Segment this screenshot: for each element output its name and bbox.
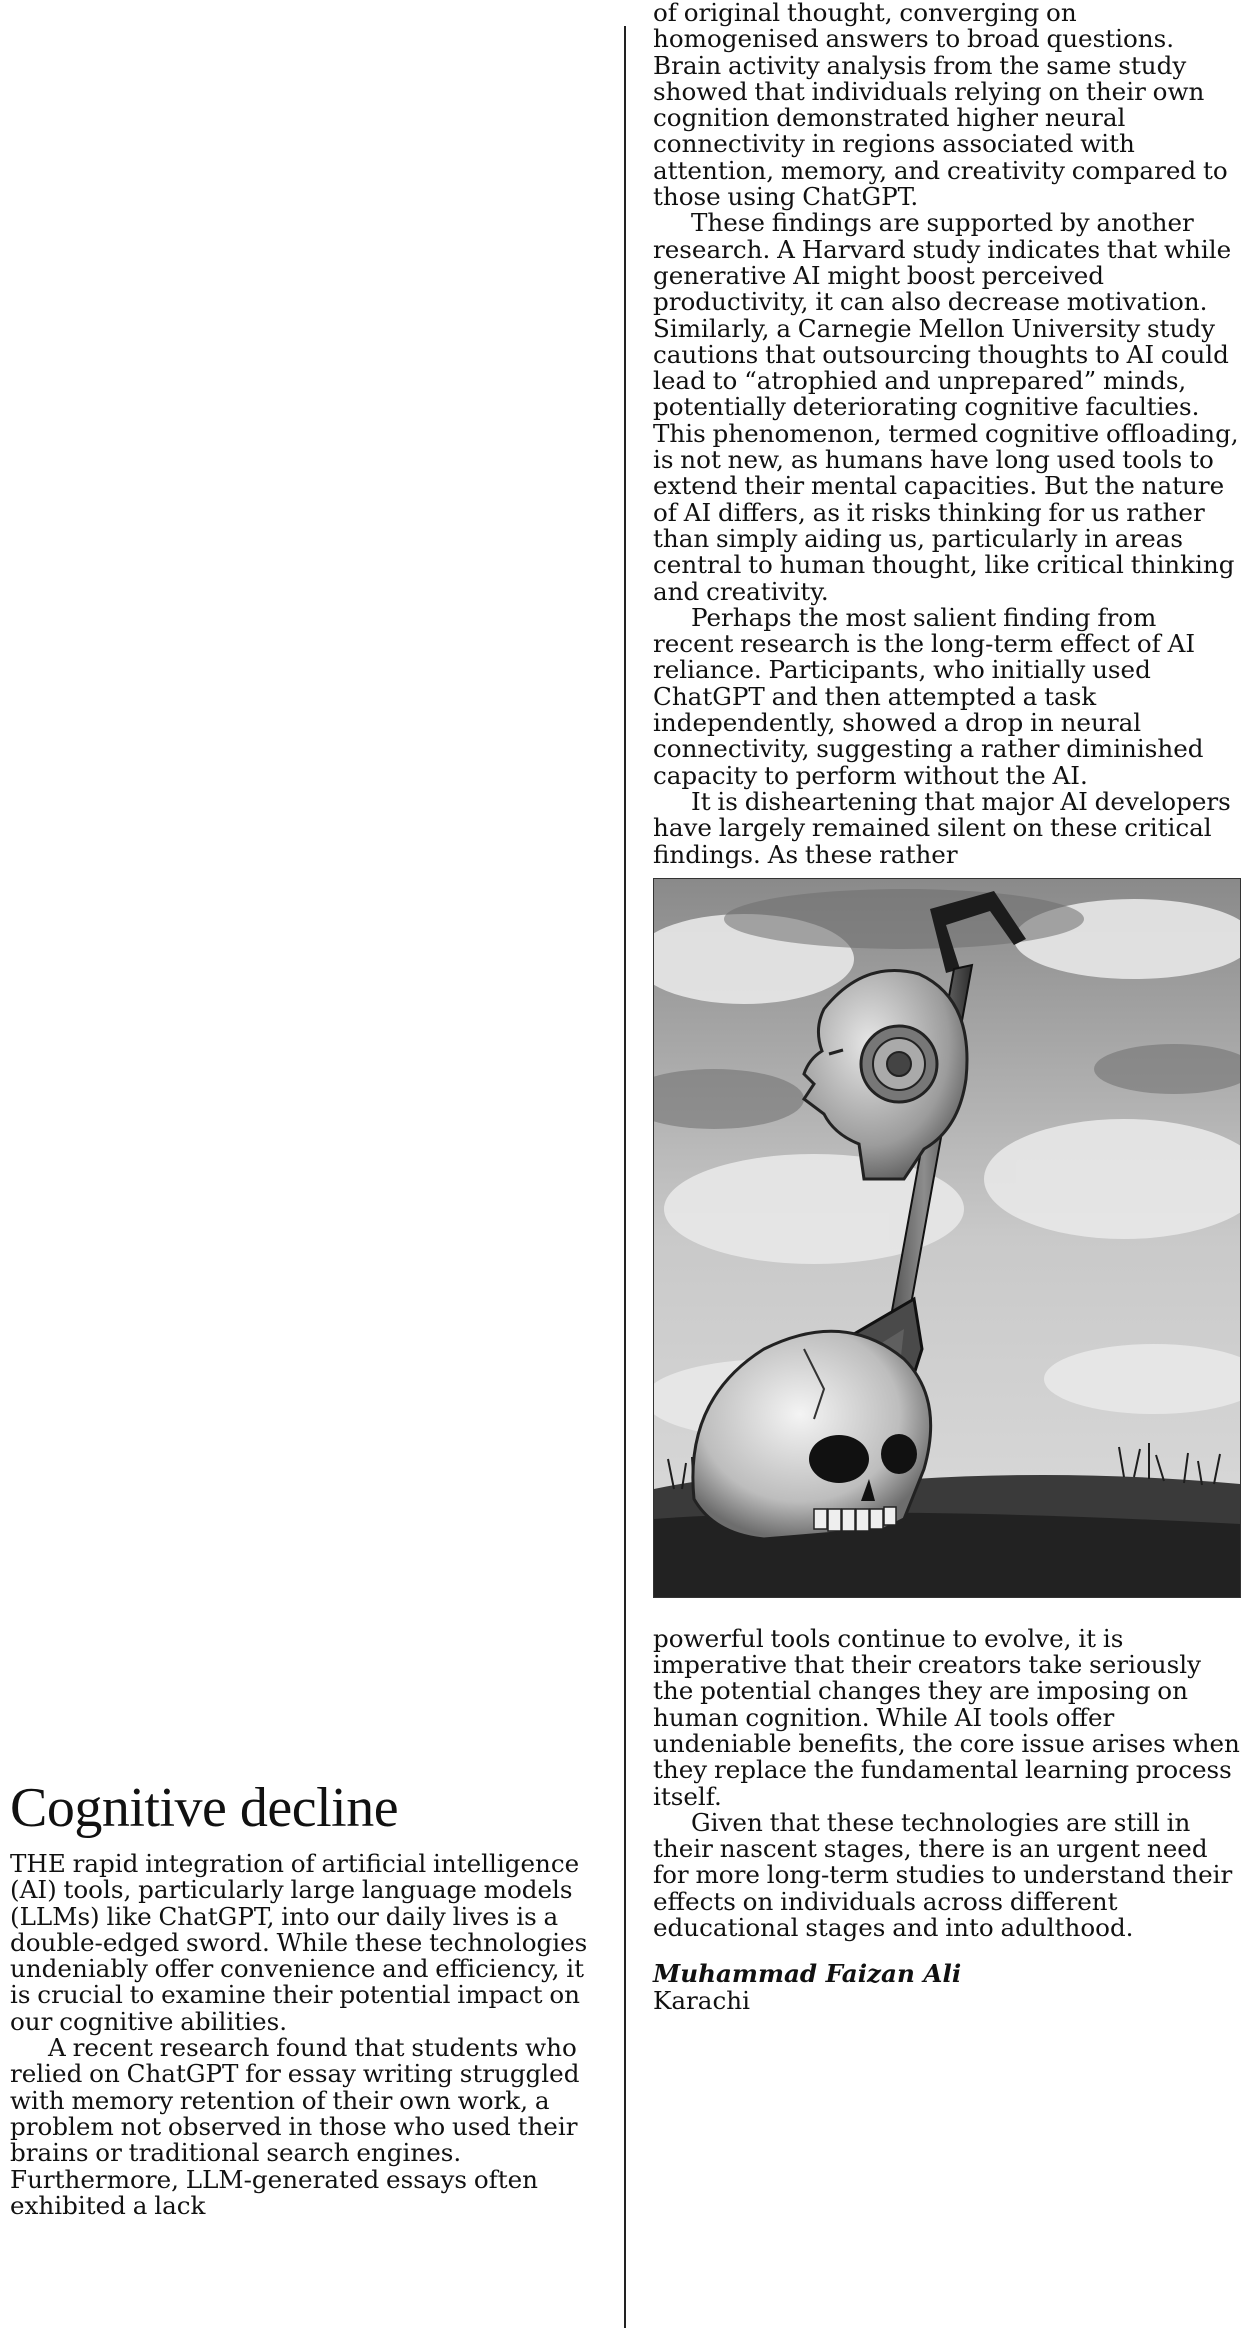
author-city: Karachi [653, 1985, 750, 2015]
paragraph: of original thought, converging on homogenised answers to broad questions. Brain activity analysis from the same study showed that individuals relying on their own cognition demonstrated higher neural connectivity in regions associated with attention, memory, and creativity compared to those using ChatGPT. [653, 0, 1228, 212]
left-column [10, 1775, 602, 2219]
illustration-svg [654, 879, 1240, 1597]
paragraph: It is disheartening that major AI developers have largely remained silent on these critical findings. As these rather [653, 786, 1231, 869]
author-name: Muhammad Faizan Ali [653, 1959, 962, 1989]
right-column [653, 0, 1241, 2014]
column-divider [624, 26, 626, 2328]
paragraph: powerful tools continue to evolve, it is imperative that their creators take seriously the potential changes they are imposing on human cognition. While AI tools offer undeniable benefits, the core issue arises when they replace the fundamental learning process itself. [653, 1623, 1240, 1811]
paragraph: Perhaps the most salient finding from recent research is the long-term effect of AI reliance. Participants, who initially used ChatGPT and then attempted a task independently, showed a drop in neural connectivity, suggesting a rather diminished capacity to perform without the AI. [653, 602, 1204, 790]
paragraph: These findings are supported by another research. A Harvard study indicates that while generative AI might boost perceived productivity, it can also decrease motivation. Similarly, a Carnegie Mellon University study cautions that outsourcing thoughts to AI could lead to “atrophied and unprepared” minds, potentially deteriorating cognitive faculties. This phenomenon, termed cognitive offloading, is not new, as humans have long used tools to extend their mental capacities. But the nature of AI differs, as it risks thinking for us rather than simply aiding us, particularly in areas central to human thought, like critical thinking and creativity. [653, 208, 1239, 606]
illustration-ai-head-shovel-skull [653, 878, 1241, 1598]
paragraph: THE rapid integration of artificial intelligence (AI) tools, particularly large language models (LLMs) like ChatGPT, into our daily lives is a double-edged sword. While these technologies undeniably offer convenience and efficiency, it is crucial to examine their potential impact on our cognitive abilities. [10, 1849, 588, 2036]
paragraph: Given that these technologies are still in their nascent stages, there is an urgent need for more long-term studies to understand their effects on individuals across different educational stages and into adulthood. [653, 1807, 1233, 1943]
headline: Cognitive decline [10, 1777, 399, 1839]
paragraph: A recent research found that students who relied on ChatGPT for essay writing struggled with memory retention of their own work, a problem not observed in those who used their brains or traditional search engines. Furthermore, LLM-generated essays often exhibited a lack [10, 2033, 580, 2220]
